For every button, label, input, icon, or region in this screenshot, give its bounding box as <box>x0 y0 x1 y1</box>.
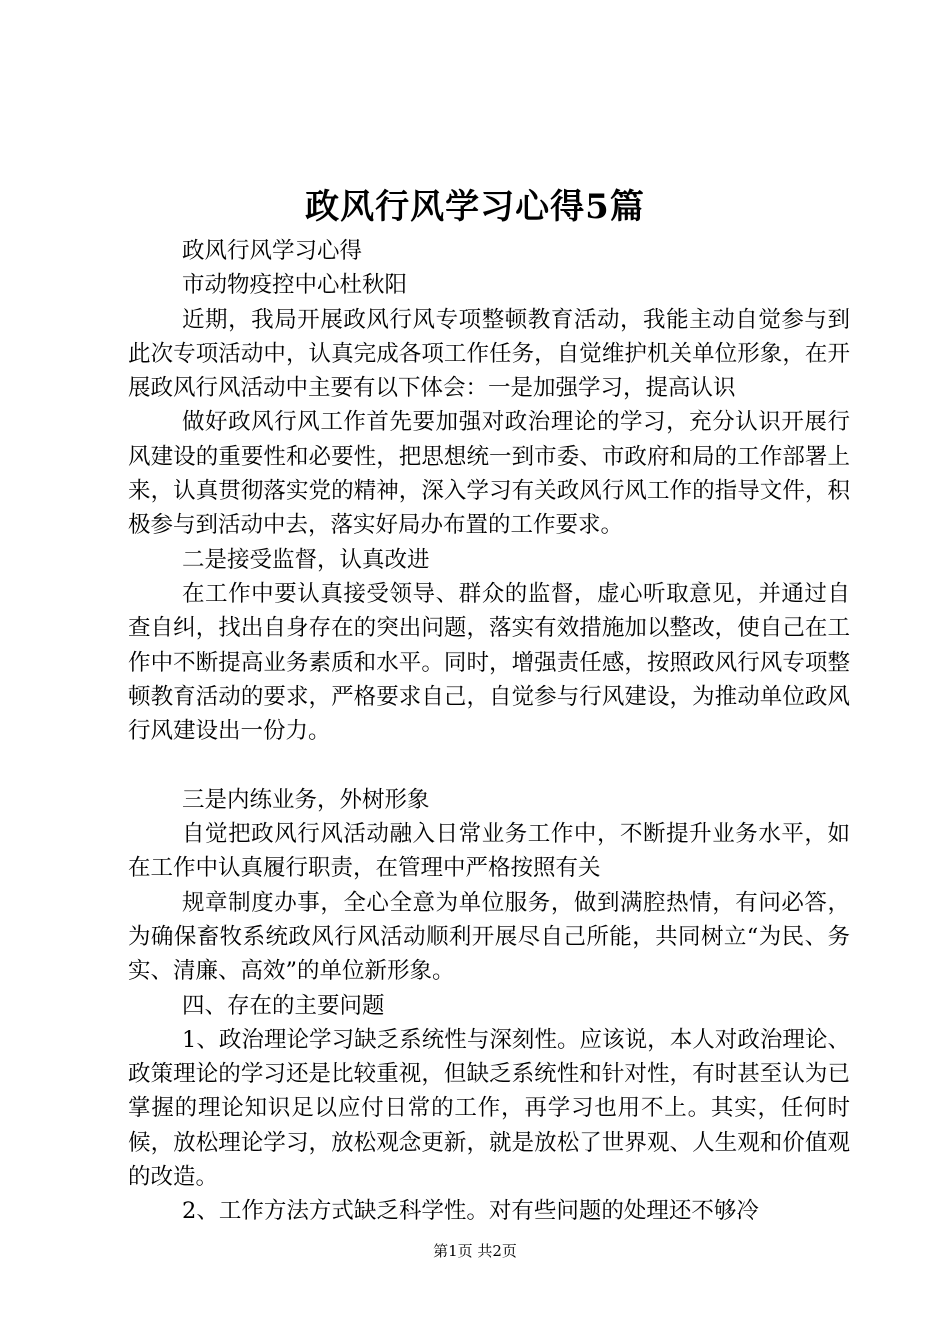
paragraph: 规章制度办事，全心全意为单位服务，做到满腔热情，有问必答，为确保畜牧系统政风行风活动顺利开展尽自己所能，共同树立“为民、务实、清廉、高效”的单位新形象。 <box>128 889 850 985</box>
paragraph: 自觉把政风行风活动融入日常业务工作中，不断提升业务水平，如在工作中认真履行职责，在管理中严格按照有关 <box>128 821 850 882</box>
section-heading: 四、存在的主要问题 <box>182 992 385 1019</box>
subheading: 政风行风学习心得 <box>182 238 363 264</box>
paragraph: 近期，我局开展政风行风专项整顿教育活动，我能主动自觉参与到此次专项活动中，认真完成各项工作任务，自觉维护机关单位形象，在开展政风行风活动中主要有以下体会：一是加强学习，提高认识 <box>128 306 850 402</box>
paragraph: 在工作中要认真接受领导、群众的监督，虚心听取意见，并通过自查自纠，找出自身存在的突出问题，落实有效措施加以整改，使自己在工作中不断提高业务素质和水平。同时，增强责任感，按照政风行风专项整顿教育活动的要求，严格要求自己，自觉参与行风建设，为推动单位政风行风建设出一份力。 <box>128 580 850 745</box>
document-title: 政风行风学习心得5篇 <box>305 187 645 227</box>
section-heading: 二是接受监督，认真改进 <box>182 546 430 573</box>
paragraph: 做好政风行风工作首先要加强对政治理论的学习，充分认识开展行风建设的重要性和必要性，把思想统一到市委、市政府和局的工作部署上来，认真贯彻落实党的精神，深入学习有关政风行风工作的指导文件，积极参与到活动中去，落实好局办布置的工作要求。 <box>128 409 850 539</box>
page-footer: 第1页 共2页 <box>433 1242 517 1260</box>
paragraph: 2、工作方法方式缺乏科学性。对有些问题的处理还不够冷 <box>182 1198 759 1225</box>
section-heading: 三是内练业务，外树形象 <box>182 786 430 813</box>
document-body <box>128 234 850 1229</box>
author-line: 市动物疫控中心杜秋阳 <box>182 272 408 299</box>
paragraph: 1、政治理论学习缺乏系统性与深刻性。应该说，本人对政治理论、政策理论的学习还是比较重视，但缺乏系统性和针对性，有时甚至认为已掌握的理论知识足以应付日常的工作，再学习也用不上。其实，任何时候，放松理论学习，放松观念更新，就是放松了世界观、人生观和价值观的改造。 <box>128 1026 850 1191</box>
